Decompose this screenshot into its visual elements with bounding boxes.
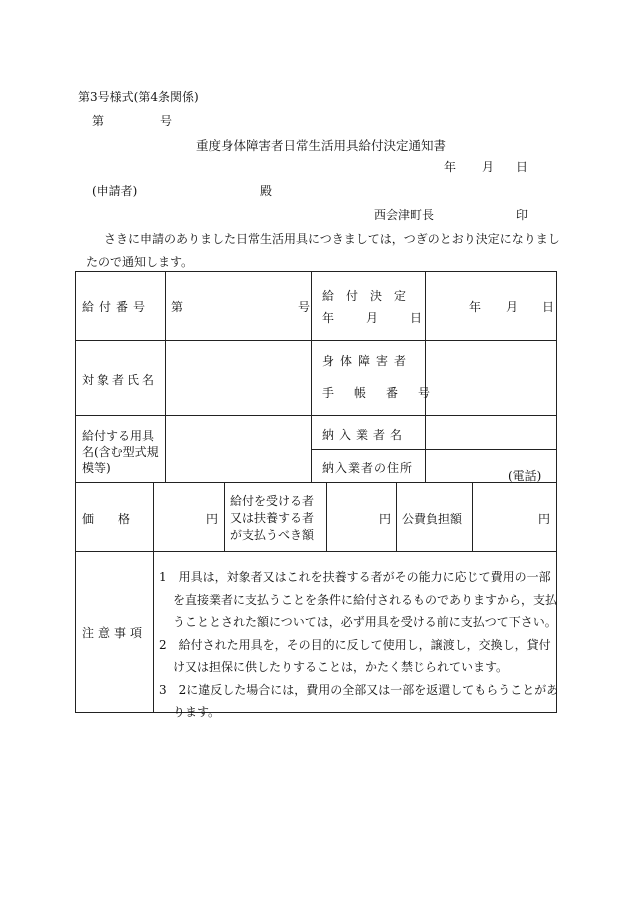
note-3-line-2: ります。 [173, 705, 221, 719]
public-burden-label: 公費負担額 [402, 512, 463, 526]
payment-unit: 円 [379, 512, 392, 526]
note-2-line-2: け又は担保に供したりすることは，かたく禁じられています。 [173, 660, 509, 674]
note-1-line-1: 1 用具は，対象者又はこれを扶養する者がその能力に応じて費用の一部 [159, 570, 551, 584]
payment-label-3: が支払うべき額 [230, 528, 315, 542]
seal-mark: 印 [516, 208, 529, 222]
grant-number-prefix: 第 [171, 300, 184, 314]
note-2-line-1: 2 給付された用具を，その目的に反して使用し，譲渡し，交換し，貸付 [159, 637, 551, 652]
row-divider [76, 482, 556, 483]
doc-number-prefix: 第 [92, 114, 105, 128]
price-unit: 円 [206, 512, 219, 526]
equipment-name-label-3: 模等) [82, 461, 111, 475]
notes-text [159, 566, 558, 724]
doc-number-suffix: 号 [160, 114, 173, 128]
column-divider [472, 482, 473, 551]
grant-number-label: 給付番号 [82, 300, 151, 314]
grant-decision-label: 給付決定 [322, 289, 419, 303]
disability-cert-label-2: 手帳番号 [322, 386, 451, 400]
column-divider [311, 272, 312, 482]
row-divider [76, 340, 556, 341]
note-1-line-2: を直接業者に支払うことを条件に給付されるものでありますから，支払 [173, 592, 558, 607]
public-burden-unit: 円 [538, 512, 551, 526]
phone-label: (電話) [508, 469, 542, 483]
payment-label-2: 又は扶養する者 [230, 511, 315, 525]
document-title: 重度身体障害者日常生活用具給付決定通知書 [196, 138, 447, 153]
column-divider [165, 272, 166, 482]
price-label: 価 格 [82, 512, 131, 526]
payment-label-1: 給付を受ける者 [230, 494, 315, 508]
equipment-name-label-2: 名(含む型式規 [82, 445, 159, 459]
form-number-label: 第3号様式(第4条関係) [78, 90, 199, 104]
row-divider [76, 551, 556, 552]
row-divider [76, 415, 556, 416]
decision-form-table [75, 271, 559, 719]
subject-name-label: 対象者氏名 [82, 373, 158, 387]
decision-month-label: 月 [366, 311, 379, 325]
vendor-address-label: 納入業者の住所 [322, 461, 414, 475]
equipment-name-label-1: 給付する用具 [82, 429, 155, 443]
applicant-honorific: 殿 [260, 184, 273, 198]
body-text-line2: たので通知します。 [86, 255, 194, 269]
column-divider [153, 551, 154, 712]
column-divider [224, 482, 225, 551]
decision-year-label: 年 [322, 311, 335, 325]
column-divider [396, 482, 397, 551]
note-3-line-1: 3 2に違反した場合には，費用の全部又は一部を返還してもらうことがあ [159, 682, 559, 697]
date-day: 日 [516, 160, 529, 174]
note-1-line-3: うこととされた額については，必ず用具を受ける前に支払つて下さい。 [173, 615, 557, 629]
disability-cert-label-1: 身体障害者 [322, 354, 413, 368]
vendor-name-label: 納入業者名 [322, 428, 408, 442]
grant-number-suffix: 号 [298, 300, 311, 314]
column-divider [425, 272, 426, 482]
date-month: 月 [482, 160, 495, 174]
date-year-label: 年 [469, 300, 482, 314]
date-year: 年 [444, 160, 457, 174]
date-month-label: 月 [506, 300, 519, 314]
issuer-name: 西会津町長 [374, 208, 435, 222]
notes-label: 注意事項 [82, 626, 147, 640]
body-text-line1: さきに申請のありました日常生活用具につきましては，つぎのとおり決定になりまし [104, 232, 560, 246]
row-divider [311, 449, 556, 450]
column-divider [326, 482, 327, 551]
date-day-label: 日 [542, 300, 555, 314]
decision-day-label: 日 [410, 311, 423, 325]
column-divider [153, 482, 154, 551]
applicant-label: (申請者) [92, 184, 138, 198]
